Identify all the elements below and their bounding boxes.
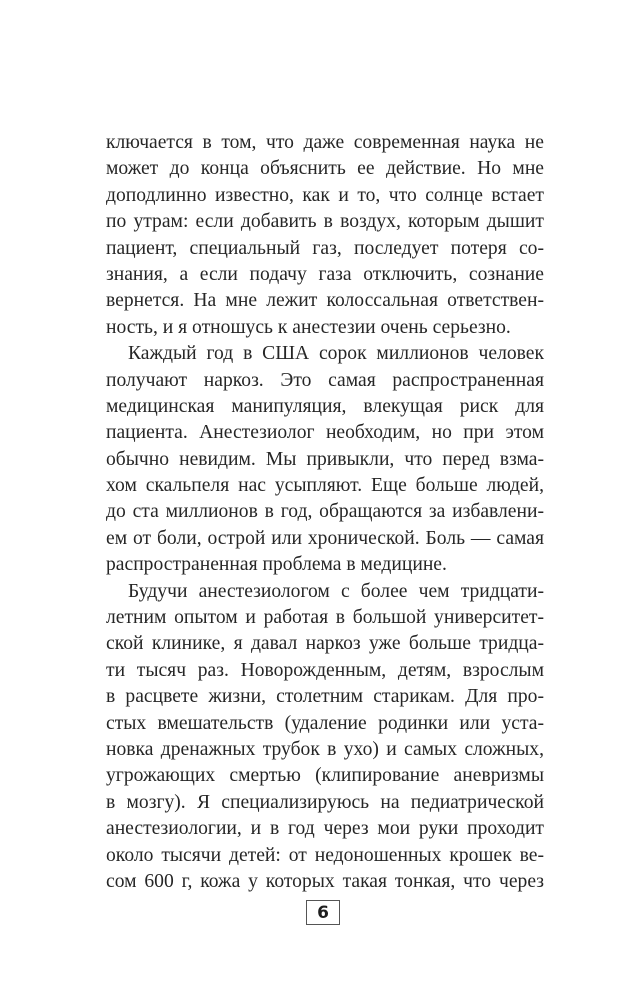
text-line: в мозгу). Я специализируюсь на педиатрической (106, 791, 544, 813)
text-line: вернется. На мне лежит колоссальная ответствен- (106, 290, 544, 312)
text-line: доподлинно известно, как и то, что солнце встает (106, 184, 544, 206)
text-line: анестезиологии, и в год через мои руки проходит (106, 818, 544, 840)
text-line: ем от боли, острой или хронической. Боль — самая (106, 527, 544, 549)
text-line: хом скальпеля нас усыпляют. Еще больше людей, (106, 475, 544, 497)
text-line: медицинская манипуляция, влекущая риск для (106, 395, 544, 417)
text-line: сом 600 г, кожа у которых такая тонкая, что через (106, 870, 544, 892)
paragraph-2 (106, 341, 544, 579)
text-line: Каждый год в США сорок миллионов человек (128, 343, 544, 365)
text-line: угрожающих смертью (клипирование аневризмы (106, 765, 544, 787)
page-number: 6 (306, 900, 340, 925)
text-line: пациент, специальный газ, последует потеря со- (106, 237, 544, 259)
text-line: летним опытом и работая в большой университет- (106, 607, 544, 629)
text-line: по утрам: если добавить в воздух, которым дышит (106, 211, 544, 233)
text-line: распространенная проблема в медицине. (106, 554, 447, 576)
text-line: до ста миллионов в год, обращаются за избавлени- (106, 501, 544, 523)
text-line: ской клинике, я давал наркоз уже больше тридца- (106, 633, 544, 655)
text-line: обычно невидим. Мы привыкли, что перед взма- (106, 448, 544, 470)
text-line: пациента. Анестезиолог необходим, но при этом (106, 422, 544, 444)
body-text (106, 130, 544, 895)
text-line: знания, а если подачу газа отключить, сознание (106, 263, 544, 285)
text-line: новка дренажных трубок в ухо) и самых сложных, (106, 738, 544, 760)
text-line: Будучи анестезиологом с более чем тридцати- (128, 580, 544, 602)
text-line: стых вмешательств (удаление родинки или уста- (106, 712, 544, 734)
text-line: может до конца объяснить ее действие. Но мне (106, 158, 544, 180)
text-line: около тысячи детей: от недоношенных крошек ве- (106, 844, 544, 866)
text-line: ти тысяч раз. Новорожденным, детям, взрослым (106, 659, 544, 681)
text-line: ключается в том, что даже современная наука не (106, 132, 544, 153)
text-line: получают наркоз. Это самая распространенная (106, 369, 544, 391)
text-line: в расцвете жизни, столетним старикам. Для про- (106, 686, 544, 708)
paragraph-3 (106, 579, 544, 896)
paragraph-1 (106, 130, 544, 341)
text-line: ность, и я отношусь к анестезии очень серьезно. (106, 316, 511, 338)
